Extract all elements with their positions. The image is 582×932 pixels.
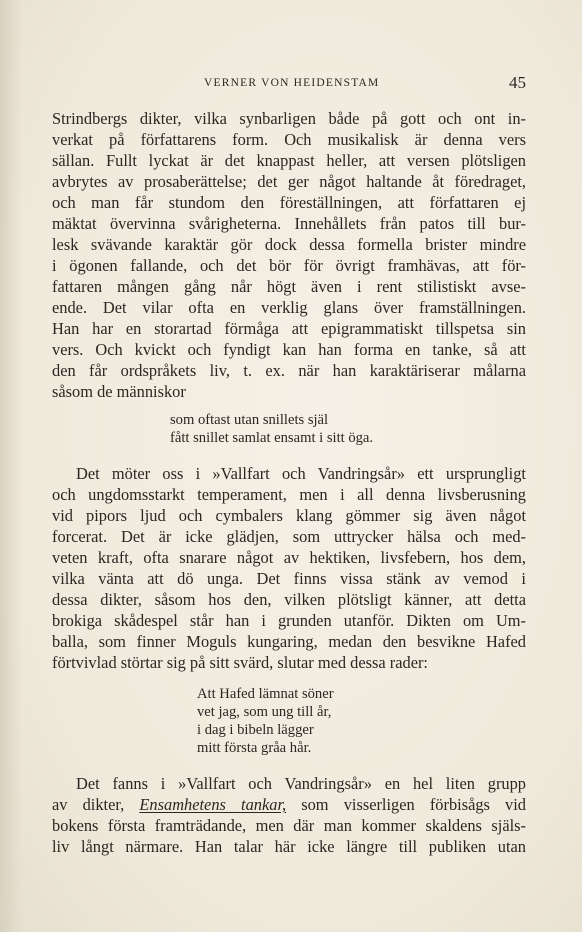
text-line: balla, som finner Moguls kungaring, medan den besvikne Hafed — [52, 632, 526, 651]
text-line: den får ordspråkets liv, t. ex. när han karaktäriserar målarna — [52, 361, 526, 380]
text-line: Han har en storartad förmåga att epigrammatiskt tillspetsa sin — [52, 319, 526, 338]
verse-line: Att Hafed lämnat söner — [197, 686, 334, 702]
text-line: lesk svävande karaktär gör dock dessa formella brister mindre — [52, 235, 526, 254]
verse-line: vet jag, som ung till år, — [197, 704, 332, 720]
text-line: forcerat. Det är icke glädjen, som uttrycker hälsa och med- — [52, 527, 526, 546]
text-line: och ungdomsstarkt temperament, men i all denna livsberusning — [52, 485, 526, 504]
text-line: fattaren mången gång når högt även i rent stilistiskt avse- — [52, 277, 526, 296]
text-line: liv långt närmare. Han talar här icke längre till publiken utan — [52, 837, 526, 856]
text-line: verkat på författarens form. Och musikalisk är denna vers — [52, 130, 526, 149]
text-line: vers. Och kvickt och fyndigt kan han forma en tanke, så att — [52, 340, 526, 359]
verse-line: i dag i bibeln lägger — [197, 722, 314, 738]
text-line: bokens första framträdande, men där man kommer skaldens själs- — [52, 816, 526, 835]
text-line: sällan. Fullt lyckat är det knappast heller, att versen plötsligen — [52, 151, 526, 170]
page-gutter-shadow — [0, 0, 22, 932]
text-line: brokiga skådespel står han i grunden utanför. Dikten om Um- — [52, 611, 526, 630]
text-fragment: som visserligen förbisågs vid — [286, 795, 526, 814]
running-title: VERNER VON HEIDENSTAM — [204, 77, 380, 89]
verse-line: som oftast utan snillets själ — [170, 412, 329, 428]
text-line: avbrytes av prosaberättelse; det ger något haltande åt föredraget, — [52, 172, 526, 191]
text-line: ende. Det vilar ofta en verklig glans över framställningen. — [52, 298, 526, 317]
text-line: Strindbergs dikter, vilka synbarligen både på gott och ont in- — [52, 109, 526, 128]
text-line: vid pipors ljud och cymbalers klang gömmer sig även något — [52, 506, 526, 525]
text-line: förtvivlad störtar sig på sitt svärd, slutar med dessa rader: — [52, 653, 428, 672]
text-line: vilka vänta att dö unga. Det finns vissa stänk av vemod i — [52, 569, 526, 588]
text-line: Det möter oss i »Vallfart och Vandringsår» ett ursprungligt — [76, 464, 526, 483]
verse-line: fått snillet samlat ensamt i sitt öga. — [170, 430, 374, 446]
text-line: dessa dikter, såsom hos den, vilken plötsligt känner, att detta — [52, 590, 526, 609]
text-line — [52, 794, 526, 815]
verse-line: mitt första gråa hår. — [197, 740, 312, 756]
text-line: veten kraft, ofta snarare något av hektiken, livsfebern, hos dem, — [52, 548, 526, 567]
text-line: Det fanns i »Vallfart och Vandringsår» en hel liten grupp — [76, 774, 526, 793]
text-line: såsom de människor — [52, 382, 186, 401]
text-line: och man får stundom den föreställningen, att författaren ej — [52, 193, 526, 212]
text-line: mäktat övervinna svårigheterna. Innehållets från patos till bur- — [52, 214, 526, 233]
text-fragment: av dikter, — [52, 795, 140, 814]
page-header — [52, 73, 526, 95]
text-line: i ögonen fallande, och det bör för övrigt framhävas, att för- — [52, 256, 526, 275]
italic-title: Ensamhetens tankar, — [139, 795, 287, 814]
page-number: 45 — [509, 73, 526, 92]
